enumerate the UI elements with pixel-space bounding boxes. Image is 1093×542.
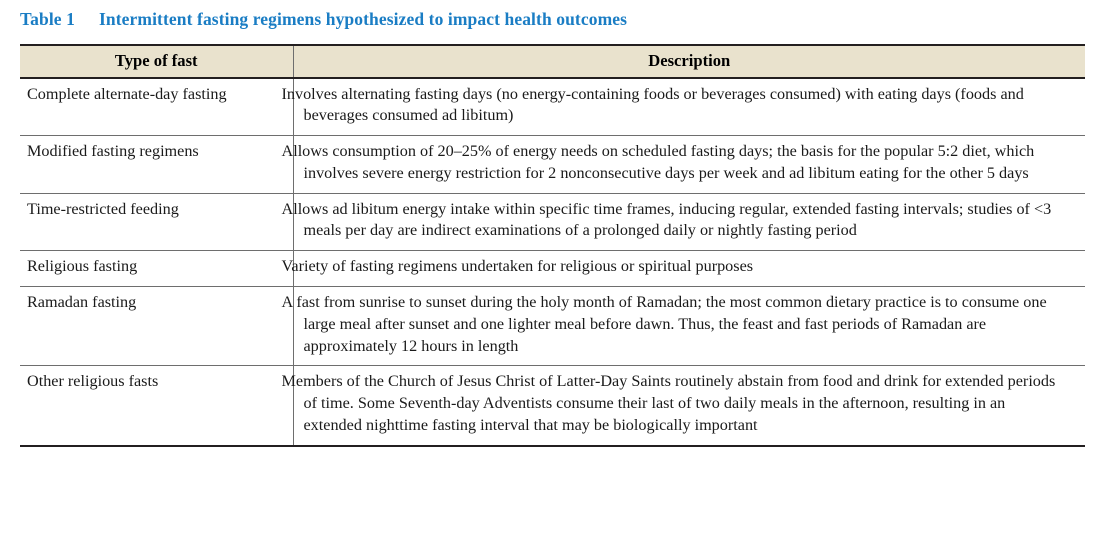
cell-type: Religious fasting [20, 251, 293, 287]
cell-description-text: Members of the Church of Jesus Christ of Latter-Day Saints routinely abstain from food and drink for extended periods of time. Some Seventh-day Adventists consume their last of two daily meals in the afternoon, resulting in an extended nighttime fasting interval that may be biologically important [281, 372, 1056, 434]
fasting-regimens-table [20, 44, 1085, 447]
table-container [20, 44, 1085, 447]
cell-description-text: Involves alternating fasting days (no energy-containing foods or beverages consumed) with eating days (foods and beverages consumed ad libitum) [281, 84, 1024, 125]
table-row [20, 287, 1085, 366]
table-row [20, 366, 1085, 446]
cell-description [281, 251, 1085, 287]
cell-description [281, 366, 1085, 446]
cell-description [281, 78, 1085, 136]
column-header-description: Description [293, 45, 1085, 78]
cell-description [281, 287, 1085, 366]
table-row [20, 136, 1085, 194]
table-header [20, 45, 1085, 78]
cell-type: Modified fasting regimens [20, 136, 293, 194]
cell-description [281, 193, 1085, 251]
cell-type: Time-restricted feeding [20, 193, 293, 251]
table-caption [20, 9, 627, 30]
table-caption-title: Intermittent fasting regimens hypothesized to impact health outcomes [99, 9, 628, 29]
table-body [20, 78, 1085, 446]
table-row [20, 78, 1085, 136]
cell-description [281, 136, 1085, 194]
cell-description-text: Variety of fasting regimens undertaken for religious or spiritual purposes [281, 257, 754, 276]
cell-type: Complete alternate-day fasting [20, 78, 293, 136]
cell-description-text: A fast from sunrise to sunset during the holy month of Ramadan; the most common dietary practice is to consume one large meal after sunset and one lighter meal before dawn. Thus, the feast and fast periods of Ramadan are approximately 12 hours in length [281, 293, 1047, 355]
table-row [20, 193, 1085, 251]
cell-description-text: Allows consumption of 20–25% of energy needs on scheduled fasting days; the basis for the popular 5:2 diet, which involves severe energy restriction for 2 nonconsecutive days per week and ad libitum eating for the other 5 days [281, 142, 1035, 182]
cell-description-text: Allows ad libitum energy intake within specific time frames, inducing regular, extended fasting intervals; studies of <3 meals per day are indirect examinations of a prolonged daily or nightly fasting period [281, 199, 1052, 240]
table-caption-label: Table 1 [20, 9, 76, 29]
column-header-type: Type of fast [20, 45, 293, 78]
table-row [20, 251, 1085, 287]
table-header-row [20, 45, 1085, 78]
cell-type: Other religious fasts [20, 366, 293, 446]
cell-type: Ramadan fasting [20, 287, 293, 366]
